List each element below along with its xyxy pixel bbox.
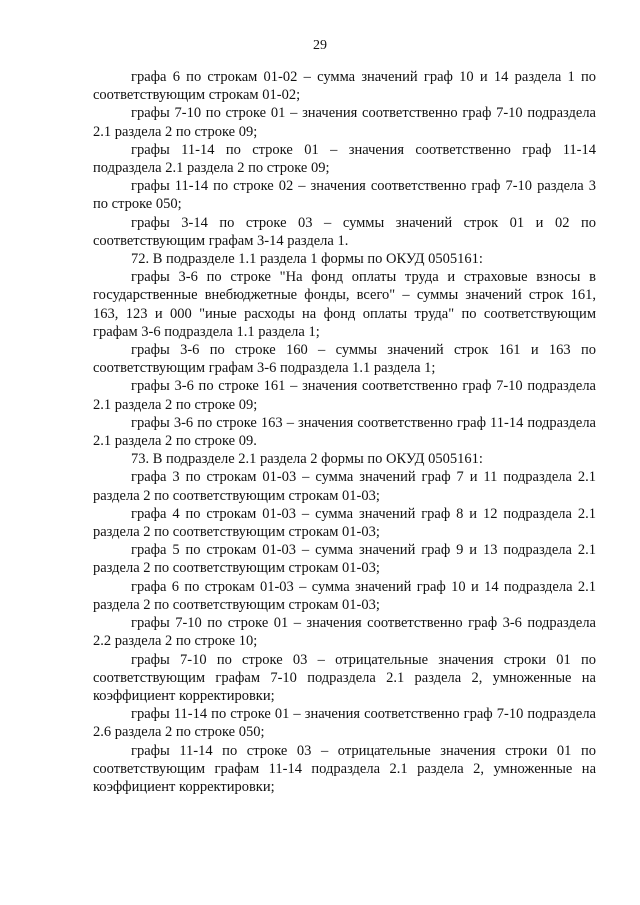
- paragraph: графы 3-6 по строке 160 – суммы значений строк 161 и 163 по соответствующим графам 3-6 подраздела 1.1 раздела 1;: [93, 342, 596, 377]
- paragraph: графы 7-10 по строке 01 – значения соответственно граф 7-10 подраздела 2.1 раздела 2 по строке 09;: [93, 105, 596, 140]
- paragraph: графа 5 по строкам 01-03 – сумма значений граф 9 и 13 подраздела 2.1 раздела 2 по соответствующим строкам 01-03;: [93, 542, 596, 577]
- paragraph: графа 3 по строкам 01-03 – сумма значений граф 7 и 11 подраздела 2.1 раздела 2 по соответствующим строкам 01-03;: [93, 469, 596, 504]
- paragraph: графа 6 по строкам 01-03 – сумма значений граф 10 и 14 подраздела 2.1 раздела 2 по соответствующим строкам 01-03;: [93, 578, 596, 613]
- section-heading-72: 72. В подразделе 1.1 раздела 1 формы по ОКУД 0505161:: [131, 251, 483, 268]
- section-heading-73: 73. В подразделе 2.1 раздела 2 формы по ОКУД 0505161:: [131, 451, 483, 468]
- paragraph: графа 4 по строкам 01-03 – сумма значений граф 8 и 12 подраздела 2.1 раздела 2 по соответствующим строкам 01-03;: [93, 505, 596, 541]
- paragraph: графы 3-6 по строке 161 – значения соответственно граф 7-10 подраздела 2.1 раздела 2 по строке 09;: [93, 378, 596, 413]
- paragraph: графы 11-14 по строке 03 – отрицательные значения строки 01 по соответствующим графам 11-14 подраздела 2.1 раздела 2, умноженные на коэффициент корректировки;: [93, 742, 596, 795]
- paragraph: графы 3-6 по строке "На фонд оплаты труда и страховые взносы в государственные внебюджетные фонды, всего" – суммы значений строк 161, 163, 123 и 000 "иные расходы на фонд оплаты труда" по соответствующим графам 3-6 подраздела 1.1 раздела 1;: [93, 269, 596, 340]
- paragraph: графы 11-14 по строке 02 – значения соответственно граф 7-10 раздела 3 по строке 050;: [93, 178, 596, 213]
- document-body: [93, 68, 596, 796]
- paragraph: графы 11-14 по строке 01 – значения соответственно граф 11-14 подраздела 2.1 раздела 2 по строке 09;: [93, 141, 596, 177]
- paragraph: графы 3-6 по строке 163 – значения соответственно граф 11-14 подраздела 2.1 раздела 2 по строке 09.: [93, 414, 596, 450]
- paragraph: графы 3-14 по строке 03 – суммы значений строк 01 и 02 по соответствующим графам 3-14 раздела 1.: [93, 214, 596, 249]
- paragraph: графы 11-14 по строке 01 – значения соответственно граф 7-10 подраздела 2.6 раздела 2 по строке 050;: [93, 706, 596, 741]
- page-number: 29: [313, 38, 327, 53]
- paragraph: графы 7-10 по строке 01 – значения соответственно граф 3-6 подраздела 2.2 раздела 2 по строке 10;: [93, 615, 596, 650]
- paragraph: графы 7-10 по строке 03 – отрицательные значения строки 01 по соответствующим графам 7-10 подраздела 2.1 раздела 2, умноженные на коэффициент корректировки;: [93, 651, 596, 704]
- paragraph: графа 6 по строкам 01-02 – сумма значений граф 10 и 14 раздела 1 по соответствующим строкам 01-02;: [93, 69, 596, 104]
